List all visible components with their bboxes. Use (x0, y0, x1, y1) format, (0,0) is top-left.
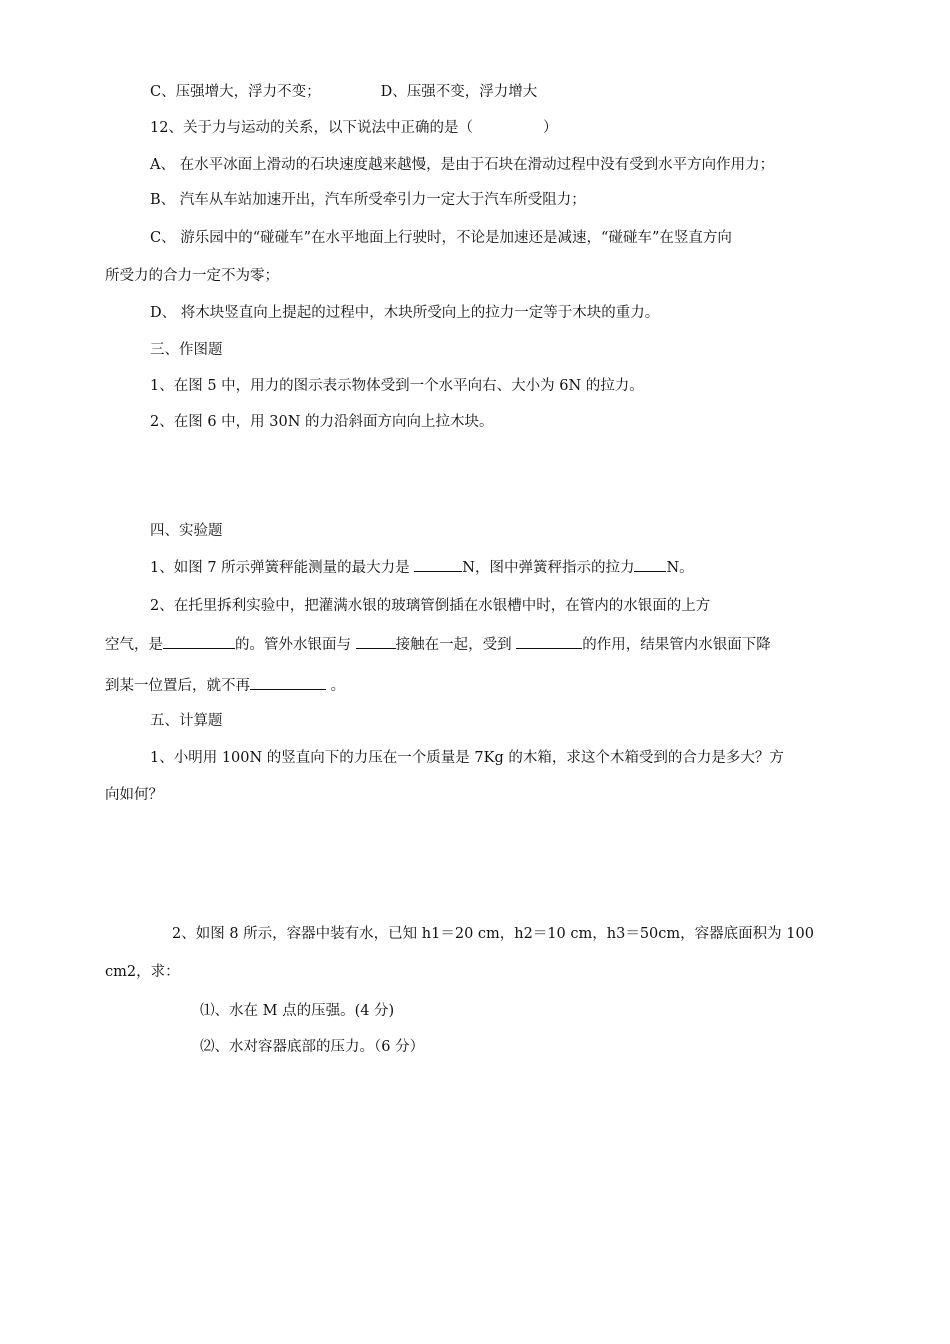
q12-option-c-line1: C、 游乐园中的“碰碰车”在水平地面上行驶时，不论是加速还是减速，“碰碰车”在竖直方向 (150, 230, 732, 246)
q11-option-c: C、压强增大，浮力不变； (150, 84, 321, 100)
section4-q1: 1、如图 7 所示弹簧秤能测量的最大力是 N，图中弹簧秤指示的拉力 N。 (150, 557, 694, 578)
q12-option-c-line2: 所受力的合力一定不为零； (105, 268, 279, 284)
blank-pull-force[interactable] (634, 557, 666, 572)
section4-q2-line2: 空气，是 的。管外水银面与 接触在一起，受到 的作用，结果管内水银面下降 (105, 634, 771, 655)
blank-no-longer[interactable] (250, 675, 326, 690)
section4-title: 四、实验题 (150, 523, 223, 539)
section3-q2: 2、在图 6 中，用 30N 的力沿斜面方向向上拉木块。 (150, 414, 494, 430)
q12-stem: 12、关于力与运动的关系，以下说法中正确的是（ ） (150, 120, 558, 136)
q12-option-d: D、 将木块竖直向上提起的过程中，木块所受向上的拉力一定等于木块的重力。 (150, 305, 660, 321)
section4-q2-line1: 2、在托里拆利实验中，把灌满水银的玻璃管倒插在水银槽中时，在管内的水银面的上方 (150, 598, 711, 614)
section4-q2-line3: 到某一位置后，就不再 。 (105, 675, 345, 696)
section5-q2-sub2: ⑵、水对容器底部的压力。（6 分） (200, 1039, 425, 1055)
section5-q1-line2: 向如何？ (105, 787, 163, 803)
q12-option-a: A、 在水平冰面上滑动的石块速度越来越慢，是由于石块在滑动过程中没有受到水平方向作用力； (150, 157, 775, 173)
section3-title: 三、作图题 (150, 342, 223, 358)
blank-contact[interactable] (356, 634, 396, 649)
blank-effect[interactable] (516, 634, 582, 649)
section5-q2-line1: 2、如图 8 所示，容器中装有水，已知 h1＝20 cm，h2＝10 cm，h3＝50cm，容器底面积为 100 (172, 926, 814, 942)
q12-option-b: B、 汽车从车站加速开出，汽车所受牵引力一定大于汽车所受阻力； (150, 192, 586, 208)
section5-q2-sub1: ⑴、水在 M 点的压强。(4 分) (200, 1003, 395, 1019)
section3-q1: 1、在图 5 中，用力的图示表示物体受到一个水平向右、大小为 6N 的拉力。 (150, 378, 644, 394)
q11-options-cd (150, 82, 537, 102)
q11-option-d: D、压强不变，浮力增大 (380, 84, 538, 100)
section5-q1-line1: 1、小明用 100N 的竖直向下的力压在一个质量是 7Kg 的木箱，求这个木箱受到的合力是多大？方 (150, 750, 784, 766)
section5-q2-line2: cm2，求： (105, 964, 180, 980)
blank-vacuum[interactable] (163, 634, 235, 649)
section5-title: 五、计算题 (150, 713, 223, 729)
blank-max-force[interactable] (414, 557, 462, 572)
